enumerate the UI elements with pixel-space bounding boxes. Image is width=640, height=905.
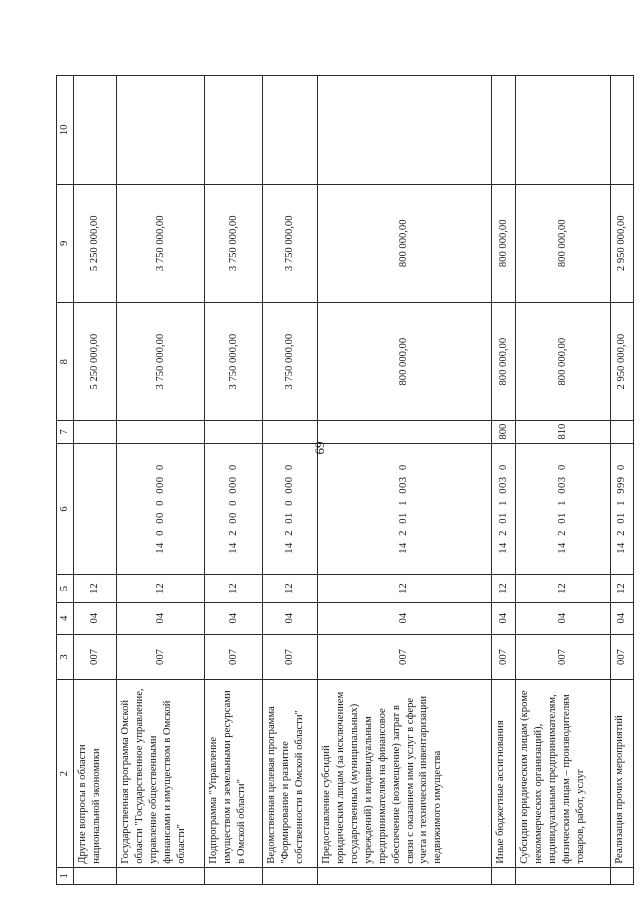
ministry-code-cell: 007 <box>317 634 492 680</box>
item-name-cell: Государственная программа Омской области "Государственное управление, управление общественными финансами и имуществом в Омской области" <box>117 680 205 867</box>
item-name-cell: Подпрограмма "Управление имуществом и земельными ресурсами в Омской области" <box>205 680 263 867</box>
expense-type-cell <box>611 421 634 443</box>
expense-type-cell <box>317 421 492 443</box>
table-row <box>516 76 611 885</box>
section-code-cell: 04 <box>317 602 492 634</box>
amount-cell: 800 000,00 <box>317 184 492 302</box>
amount-cell: 3 750 000,00 <box>117 184 205 302</box>
row-number-cell <box>492 867 516 884</box>
subsection-code-cell: 12 <box>611 575 634 602</box>
amount-cell: 5 250 000,00 <box>74 302 117 420</box>
amount-cell: 800 000,00 <box>317 302 492 420</box>
subsection-code-cell: 12 <box>317 575 492 602</box>
budget-table-wrapper <box>56 75 634 885</box>
target-article-cell: 14 0 00 0 000 0 <box>117 443 205 575</box>
ministry-code-cell: 007 <box>492 634 516 680</box>
amount-cell <box>74 76 117 185</box>
subsection-code-cell: 12 <box>263 575 317 602</box>
column-header: 6 <box>57 443 74 575</box>
amount-cell: 800 000,00 <box>492 302 516 420</box>
column-header: 7 <box>57 421 74 443</box>
amount-cell <box>263 76 317 185</box>
column-header: 3 <box>57 634 74 680</box>
amount-cell <box>516 76 611 185</box>
table-row <box>205 76 263 885</box>
section-code-cell: 04 <box>117 602 205 634</box>
amount-cell: 5 250 000,00 <box>74 184 117 302</box>
table-row <box>117 76 205 885</box>
row-number-cell <box>516 867 611 884</box>
table-row <box>492 76 516 885</box>
ministry-code-cell: 007 <box>263 634 317 680</box>
item-name-cell: Субсидии юридическим лицам (кроме некоммерческих организаций), индивидуальным предпринимателям, физическим лицам – производителям товаров, работ, услуг <box>516 680 611 867</box>
subsection-code-cell: 12 <box>205 575 263 602</box>
amount-cell: 3 750 000,00 <box>117 302 205 420</box>
column-header: 1 <box>57 867 74 884</box>
ministry-code-cell: 007 <box>516 634 611 680</box>
table-row <box>317 76 492 885</box>
amount-cell: 800 000,00 <box>516 302 611 420</box>
row-number-cell <box>117 867 205 884</box>
item-name-cell: Реализация прочих мероприятий <box>611 680 634 867</box>
target-article-cell: 14 2 01 1 999 0 <box>611 443 634 575</box>
target-article-cell: 14 2 01 1 003 0 <box>317 443 492 575</box>
column-header: 4 <box>57 602 74 634</box>
target-article-cell: 14 2 01 1 003 0 <box>492 443 516 575</box>
ministry-code-cell: 007 <box>611 634 634 680</box>
section-code-cell: 04 <box>263 602 317 634</box>
item-name-cell: Предоставление субсидий юридическим лицам (за исключением государственных (муниципальных) учреждений) и индивидуальным предпринимателям на финансовое обеспечение (возмещение) затрат в связи с оказанием ими услуг в сфере учета и технической инвентаризации недвижимого имущества <box>317 680 492 867</box>
item-name-cell: Другие вопросы в области национальной экономики <box>74 680 117 867</box>
column-header: 9 <box>57 184 74 302</box>
target-article-cell: 14 2 00 0 000 0 <box>205 443 263 575</box>
budget-table <box>56 75 634 885</box>
amount-cell <box>117 76 205 185</box>
section-code-cell: 04 <box>611 602 634 634</box>
table-row <box>74 76 117 885</box>
row-number-cell <box>205 867 263 884</box>
target-article-cell: 14 2 01 0 000 0 <box>263 443 317 575</box>
amount-cell: 3 750 000,00 <box>263 184 317 302</box>
expense-type-cell <box>117 421 205 443</box>
amount-cell <box>205 76 263 185</box>
column-header: 5 <box>57 575 74 602</box>
section-code-cell: 04 <box>516 602 611 634</box>
subsection-code-cell: 12 <box>117 575 205 602</box>
section-code-cell: 04 <box>205 602 263 634</box>
row-number-cell <box>317 867 492 884</box>
amount-cell: 3 750 000,00 <box>263 302 317 420</box>
column-header: 2 <box>57 680 74 867</box>
table-row <box>611 76 634 885</box>
amount-cell: 3 750 000,00 <box>205 184 263 302</box>
expense-type-cell: 810 <box>516 421 611 443</box>
subsection-code-cell: 12 <box>516 575 611 602</box>
amount-cell <box>317 76 492 185</box>
amount-cell <box>611 76 634 185</box>
expense-type-cell: 800 <box>492 421 516 443</box>
amount-cell: 800 000,00 <box>492 184 516 302</box>
section-code-cell: 04 <box>74 602 117 634</box>
table-row <box>263 76 317 885</box>
amount-cell: 800 000,00 <box>516 184 611 302</box>
row-number-cell <box>263 867 317 884</box>
amount-cell: 2 950 000,00 <box>611 184 634 302</box>
header-row <box>57 76 74 885</box>
amount-cell: 3 750 000,00 <box>205 302 263 420</box>
amount-cell <box>492 76 516 185</box>
ministry-code-cell: 007 <box>74 634 117 680</box>
row-number-cell <box>74 867 117 884</box>
ministry-code-cell: 007 <box>205 634 263 680</box>
page-number: 69 <box>312 441 327 455</box>
section-code-cell: 04 <box>492 602 516 634</box>
expense-type-cell <box>74 421 117 443</box>
ministry-code-cell: 007 <box>117 634 205 680</box>
subsection-code-cell: 12 <box>74 575 117 602</box>
expense-type-cell <box>205 421 263 443</box>
target-article-cell: 14 2 01 1 003 0 <box>516 443 611 575</box>
expense-type-cell <box>263 421 317 443</box>
target-article-cell <box>74 443 117 575</box>
item-name-cell: Ведомственная целевая программа "Формирование и развитие собственности в Омской области" <box>263 680 317 867</box>
subsection-code-cell: 12 <box>492 575 516 602</box>
row-number-cell <box>611 867 634 884</box>
column-header: 8 <box>57 302 74 420</box>
amount-cell: 2 950 000,00 <box>611 302 634 420</box>
item-name-cell: Иные бюджетные ассигнования <box>492 680 516 867</box>
column-header: 10 <box>57 76 74 185</box>
